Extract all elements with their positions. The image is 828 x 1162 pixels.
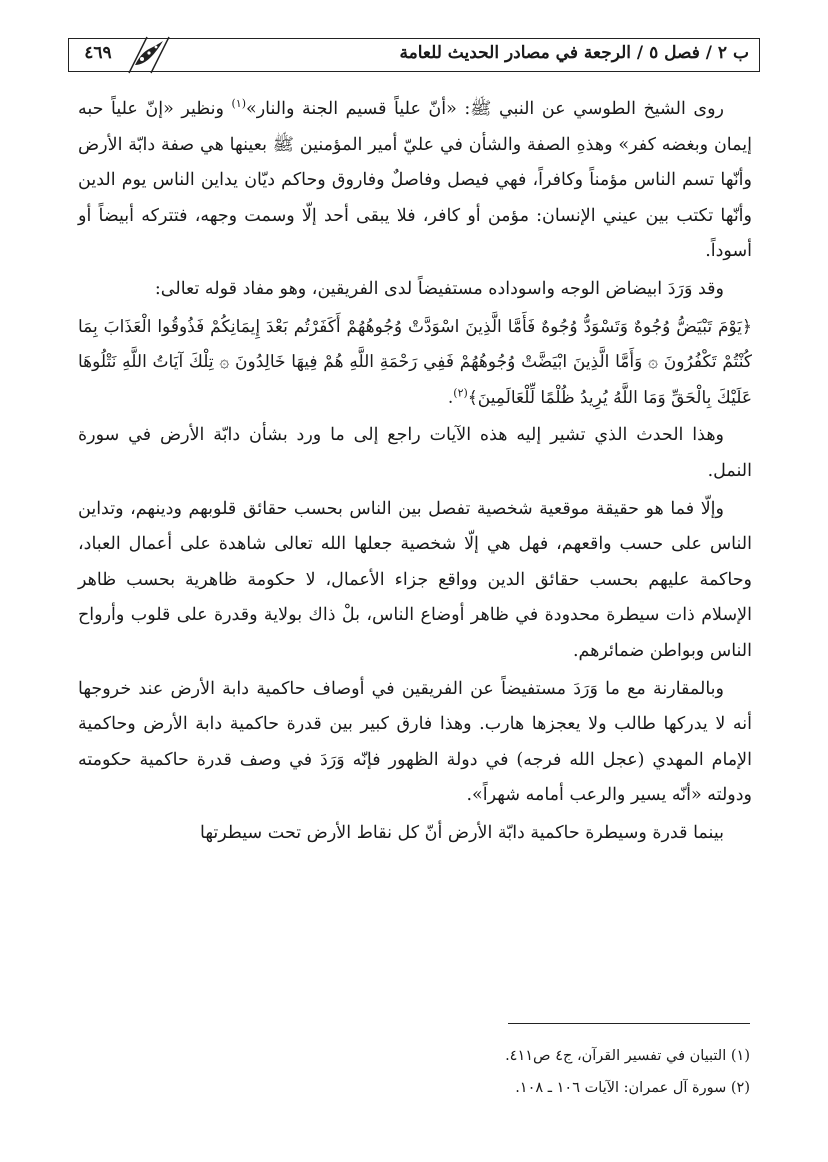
- decorative-ornament-icon: [127, 35, 171, 75]
- paragraph-3: وهذا الحدث الذي تشير إليه هذه الآيات راجع إلى ما ورد بشأن دابّة الأرض في سورة النمل.: [78, 425, 752, 481]
- paragraph-1-start: روى الشيخ الطوسي عن النبي ﷺ: «أنّ علياً قسيم الجنة والنار»: [246, 99, 724, 119]
- footnote-separator: [508, 1023, 750, 1024]
- footnotes: [78, 1040, 750, 1104]
- main-text: [78, 92, 752, 853]
- paragraph-1: [78, 92, 752, 270]
- paragraph-1-rest: ونظير «إنّ علياً حبه إيمان وبغضه كفر» وهذهِ الصفة والشأن في عليّ أمير المؤمنين ﷺ بعينها هي صفة دابّة الأرض وأنّها تسم الناس مؤمناً وكافراً، فهي فيصل وفاصلٌ وفاروق وحاكم ديّان يداين الناس يوم الدين وأنّها تكتب بين عيني الإنسان: مؤمن أو كافر، فلا يبقى أحد إلّا وسمت وجهه، فتتركه أبيضاً أو أسوداً.: [78, 99, 752, 262]
- header-title: ب ٢ / فصل ٥ / الرجعة في مصادر الحديث للعامة: [399, 43, 749, 63]
- paragraph-6: بينما قدرة وسيطرة حاكمية دابّة الأرض أنّ كل نقاط الأرض تحت سيطرتها: [199, 822, 724, 843]
- footnote-ref-2: (٢): [453, 386, 468, 400]
- quran-verse: ﴿يَوْمَ تَبْيَضُّ وُجُوهٌ وَتَسْوَدُّ وُجُوهٌ فَأَمَّا الَّذِينَ اسْوَدَّتْ وُجُوهُهُمْ أَكَفَرْتُم بَعْدَ إِيمَانِكُمْ فَذُوقُوا الْعَذَابَ بِمَا كُنْتُمْ تَكْفُرُونَ ۞ وَأَمَّا الَّذِينَ ابْيَضَّتْ وُجُوهُهُمْ فَفِي رَحْمَةِ اللَّهِ هُمْ فِيهَا خَالِدُونَ ۞ تِلْكَ آيَاتُ اللَّهِ نَتْلُوهَا عَلَيْكَ بِالْحَقِّ وَمَا اللَّهُ يُرِيدُ ظُلْمًا لِّلْعَالَمِينَ﴾$^{(٢)}$.: [78, 316, 752, 408]
- paragraph-4: وإلّا فما هو حقيقة موقعية شخصية تفصل بين الناس بحسب حقائق قلوبهم ودينهم، وتداين الناس على حسب واقعهم، فهل هي إلّا شخصية جعلها الله تعالى شاهدة على أعمال العباد، وحاكمة عليهم بحسب حقائق الدين وواقع جزاء الأعمال، لا حكومة ظاهرية بحسب ظاهر الإسلام ذات سيطرة محدودة في ظاهر أوضاع الناس، بلْ ذاك بولاية وقدرة على قلوب وأرواح الناس وبواطن ضمائرهم.: [78, 498, 752, 661]
- paragraph-2: وقد وَرَدَ ابيضاض الوجه واسوداده مستفيضاً لدى الفريقين، وهو مفاد قوله تعالى:: [154, 278, 724, 299]
- quran-verse-text: ﴿يَوْمَ تَبْيَضُّ وُجُوهٌ وَتَسْوَدُّ وُجُوهٌ فَأَمَّا الَّذِينَ اسْوَدَّتْ وُجُوهُهُمْ أَكَفَرْتُم بَعْدَ إِيمَانِكُمْ فَذُوقُوا الْعَذَابَ بِمَا كُنْتُمْ تَكْفُرُونَ ۞ وَأَمَّا الَّذِينَ ابْيَضَّتْ وُجُوهُهُمْ فَفِي رَحْمَةِ اللَّهِ هُمْ فِيهَا خَالِدُونَ ۞ تِلْكَ آيَاتُ اللَّهِ نَتْلُوهَا عَلَيْكَ بِالْحَقِّ وَمَا اللَّهُ يُرِيدُ ظُلْمًا لِّلْعَالَمِينَ﴾: [78, 316, 752, 408]
- footnote-1: (١) التبيان في تفسير القرآن، ج٤ ص٤١١.: [505, 1048, 750, 1064]
- footnote-2: (٢) سورة آل عمران: الآيات ١٠٦ ـ ١٠٨.: [515, 1080, 750, 1096]
- footnote-ref-1: (١): [231, 97, 246, 111]
- running-header: [68, 38, 760, 72]
- paragraph-5: وبالمقارنة مع ما وَرَدَ مستفيضاً عن الفريقين في أوصاف حاكمية دابة الأرض عند خروجها أنه لا يدركها طالب ولا يعجزها هارب. وهذا فارق كبير بين قدرة حاكمية دابة الأرض وحاكمية الإمام المهدي (عجل الله فرجه) في دولة الظهور فإنّه وَرَدَ في وصف قدرة حاكمية حكومته ودولته «أنّه يسير والرعب أمامه شهراً».: [78, 678, 752, 806]
- page-number: ٤٦٩: [84, 43, 112, 63]
